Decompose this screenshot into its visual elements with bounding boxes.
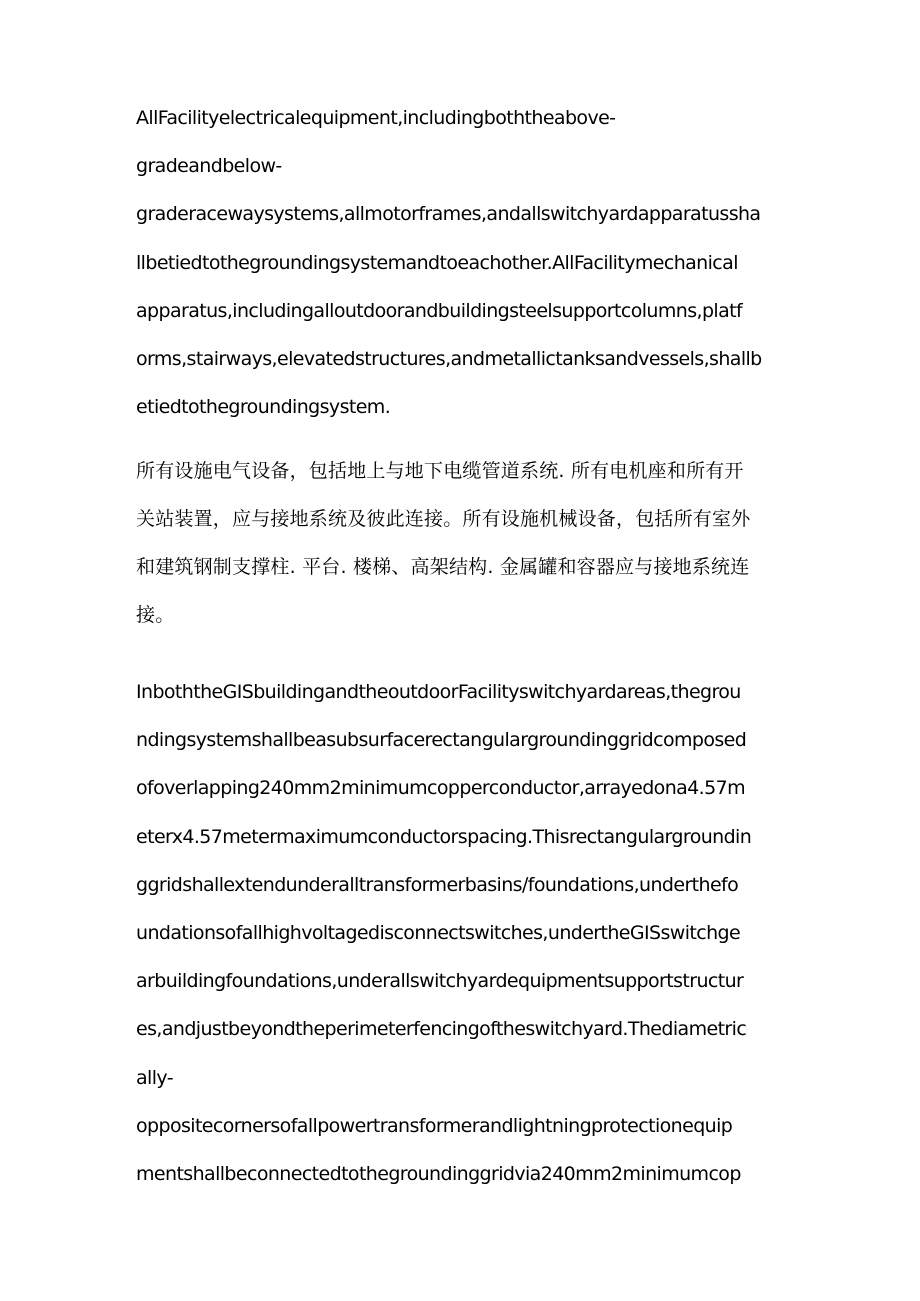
text-line: ofoverlapping240mm2minimumcopperconductor,arrayedona4.57m — [136, 777, 745, 799]
text-line: ndingsystemshallbeasubsurfacerectangulargroundinggridcomposed — [136, 729, 747, 751]
text-line: ally- — [136, 1067, 173, 1089]
text-line: AllFacilityelectricalequipment,includingboththeabove- — [136, 107, 616, 129]
text-line: llbetiedtothegroundingsystemandtoeachother.AllFacilitymechanical — [136, 252, 738, 274]
text-line: es,andjustbeyondtheperimeterfencingoftheswitchyard.Thediametric — [136, 1018, 747, 1040]
text-line: 所有设施电气设备，包括地上与地下电缆管道系统. 所有电机座和所有开 — [136, 460, 744, 482]
text-line: ggridshallextendunderalltransformerbasins∕foundations,underthefo — [136, 874, 739, 896]
text-line: 接。 — [136, 604, 175, 626]
text-line: apparatus,includingalloutdoorandbuildingsteelsupportcolumns,platf — [136, 300, 743, 322]
text-line: arbuildingfoundations,underallswitchyardequipmentsupportstructur — [136, 970, 744, 992]
text-line: 和建筑钢制支撑柱. 平台. 楼梯、高架结构. 金属罐和容器应与接地系统连 — [136, 556, 750, 578]
text-line: gradeandbelow- — [136, 155, 282, 177]
text-line: 关站装置，应与接地系统及彼此连接。所有设施机械设备，包括所有室外 — [136, 508, 751, 530]
text-line: mentshallbeconnectedtothegroundinggridvia240mm2minimumcop — [136, 1163, 741, 1185]
text-line: graderacewaysystems,allmotorframes,andallswitchyardapparatussha — [136, 203, 761, 225]
text-line: etiedtothegroundingsystem. — [136, 396, 391, 418]
text-line: oppositecornersofallpowertransformerandlightningprotectionequip — [136, 1115, 733, 1137]
text-line: orms,stairways,elevatedstructures,andmetallictanksandvessels,shallb — [136, 348, 762, 370]
text-line: eterx4.57metermaximumconductorspacing.Thisrectangulargroundin — [136, 826, 752, 848]
text-line: InboththeGISbuildingandtheoutdoorFacilityswitchyardareas,thegrou — [136, 681, 741, 703]
text-line: undationsofallhighvoltagedisconnectswitches,undertheGISswitchge — [136, 922, 741, 944]
